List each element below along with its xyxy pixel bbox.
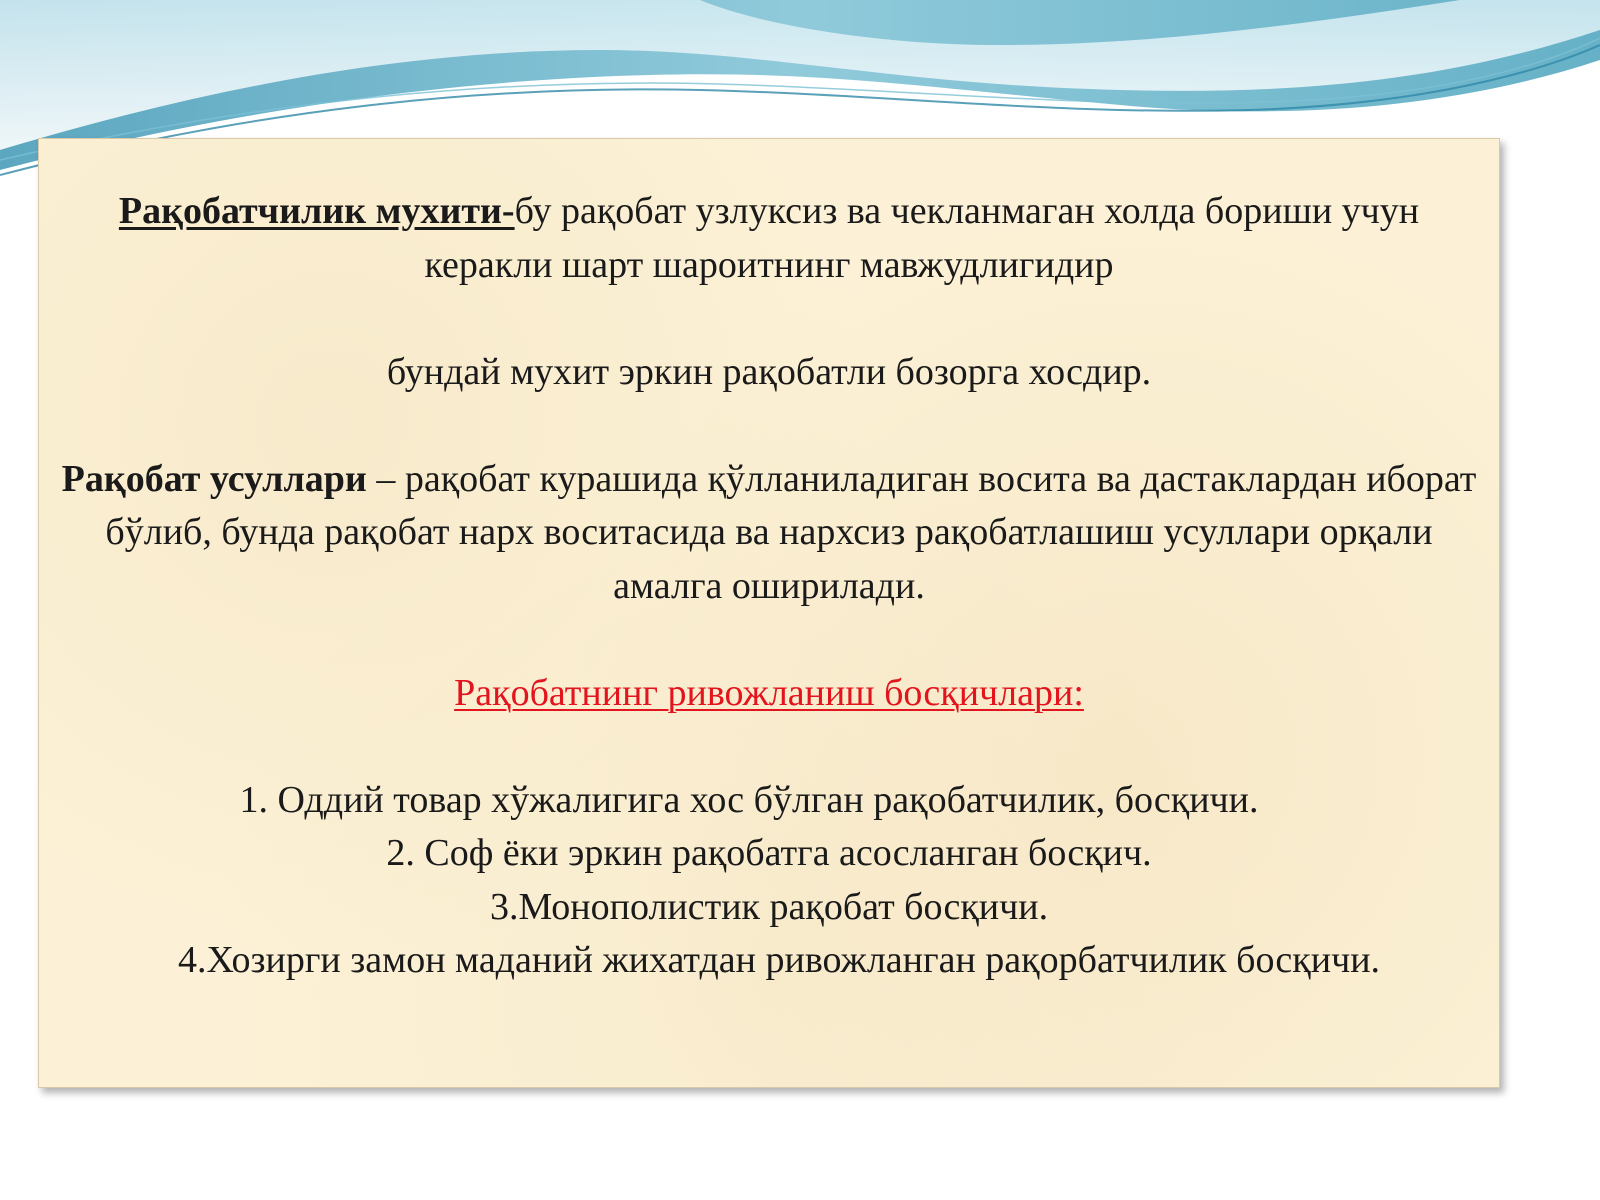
- definition-paragraph: [59, 185, 1479, 292]
- methods-text: – рақобат курашида қўлланиладиган восита ва дастаклардан иборат бўлиб, бунда рақобат нарх воситасида ва нархсиз рақобатлашиш усуллари орқали амалга оширилади.: [105, 457, 1477, 607]
- content-box: [38, 138, 1500, 1088]
- methods-paragraph: [59, 453, 1479, 614]
- spacer: [59, 720, 1479, 774]
- stage-item-3: 3.Монополистик рақобат босқичи.: [489, 885, 1049, 928]
- stage-item-1: 1. Оддий товар хўжалигига хос бўлган рақобатчилик, босқичи.: [239, 778, 1259, 821]
- spacer: [59, 613, 1479, 667]
- stage-item-4: 4.Хозирги замон маданий жихатдан ривожланган рақорбатчилик босқичи.: [177, 939, 1381, 981]
- note-paragraph: бундай мухит эркин рақобатли бозорга хосдир.: [386, 350, 1152, 393]
- stages-heading: Рақобатнинг ривожланиш босқичлари:: [454, 671, 1084, 714]
- methods-term: Рақобат усуллари: [61, 457, 367, 500]
- stage-item-2: 2. Соф ёки эркин рақобатга асосланган босқич.: [386, 832, 1152, 874]
- definition-text: бу рақобат узлуксиз ва чекланмаган холда бориши учун керакли шарт шароитнинг мавжудлигидир: [424, 190, 1420, 286]
- definition-term: Рақобатчилик мухити-: [118, 190, 515, 232]
- spacer: [59, 399, 1479, 453]
- spacer: [59, 292, 1479, 346]
